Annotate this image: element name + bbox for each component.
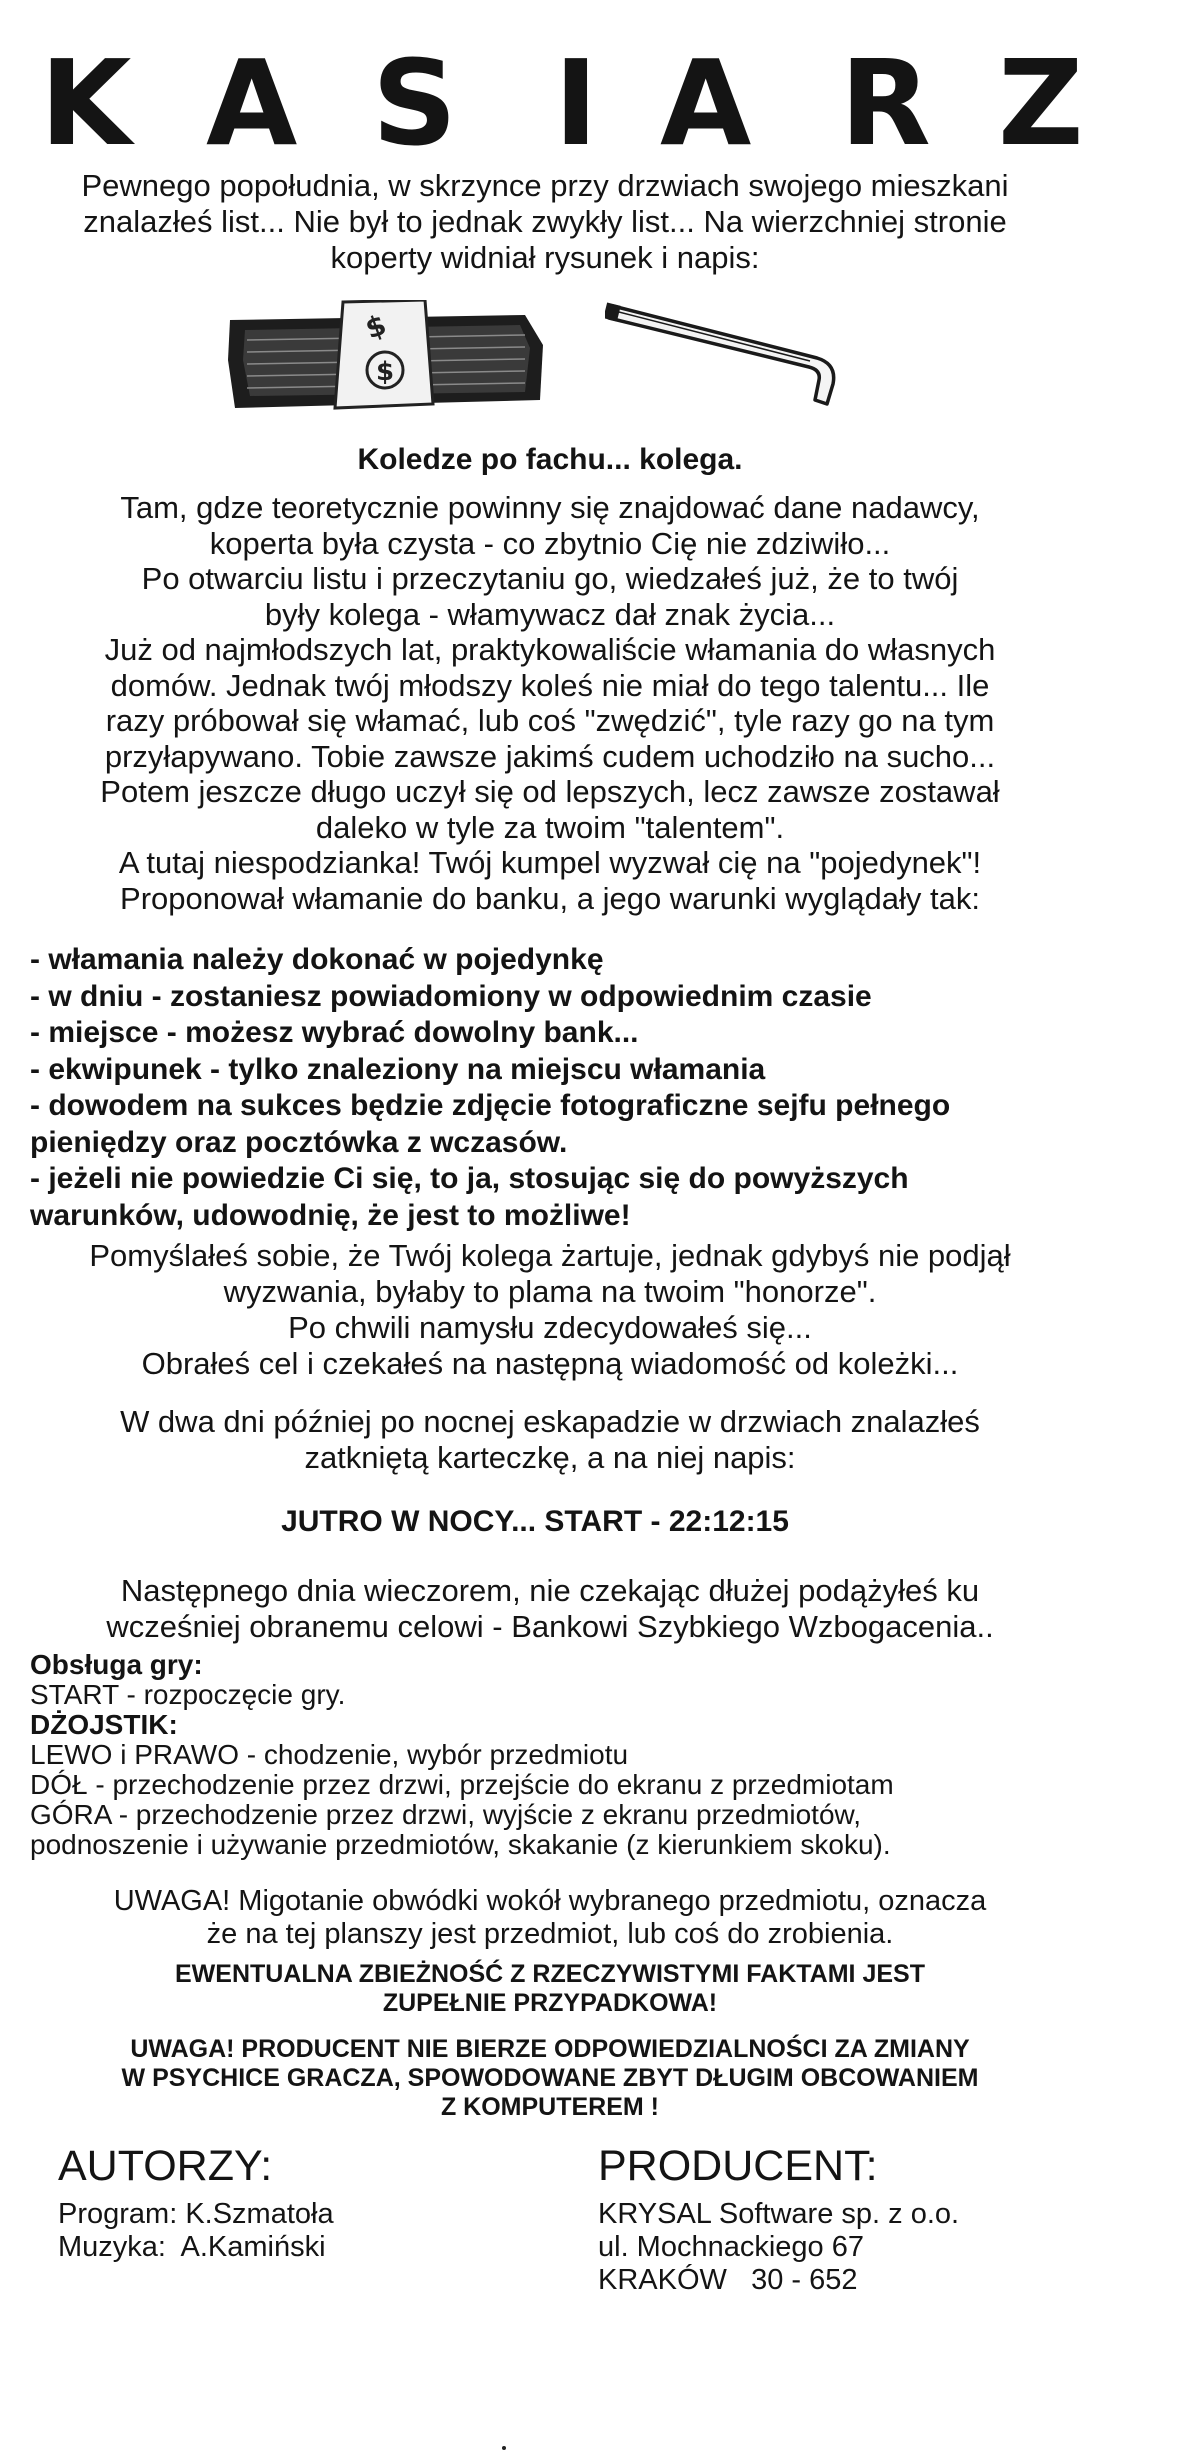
text-line: Pewnego popołudnia, w skrzynce przy drzwiach swojego mieszkani — [81, 168, 1009, 203]
condition-item: - włamania należy dokonać w pojedynkę — [30, 943, 604, 976]
condition-item: - ekwipunek - tylko znaleziony na miejscu włamania — [30, 1052, 766, 1086]
producer-line: KRAKÓW 30 - 652 — [598, 2264, 858, 2296]
text-line: razy próbował się włamać, lub coś "zwędzić", tyle razy go na tym — [105, 703, 995, 738]
controls-heading: Obsługa gry: — [30, 1649, 203, 1680]
decision-paragraph — [20, 1238, 1080, 1476]
text-line: EWENTUALNA ZBIEŻNOŚĆ Z RZECZYWISTYMI FAKTAMI JEST — [175, 1960, 925, 1988]
title-letter: I — [554, 34, 598, 172]
text-line: były kolega - włamywacz dał znak życia... — [264, 596, 836, 632]
duel-conditions-list — [30, 942, 1180, 1234]
authors-heading: AUTORZY: — [58, 2142, 273, 2190]
text-line: wyzwania, byłaby to plama na twoim "honorze". — [223, 1274, 877, 1309]
text-line: UWAGA! PRODUCENT NIE BIERZE ODPOWIEDZIALNOŚCI ZA ZMIANY — [130, 2035, 970, 2063]
text-line: START - rozpoczęcie gry. — [30, 1679, 346, 1710]
condition-item: pieniędzy oraz pocztówka z wczasów. — [30, 1125, 568, 1159]
title-letter: R — [840, 34, 931, 172]
title-letter: A — [206, 34, 298, 172]
text-line: W PSYCHICE GRACZA, SPOWODOWANE ZBYT DŁUGIM OBCOWANIEM — [121, 2064, 979, 2092]
title-letter: A — [660, 34, 752, 172]
text-line: daleko w tyle za twoim "talentem". — [315, 809, 785, 845]
text-line: podnoszenie i używanie przedmiotów, skakanie (z kierunkiem skoku). — [30, 1829, 891, 1860]
svg-text:$: $ — [361, 307, 391, 346]
warning-paragraph — [20, 1885, 1080, 1951]
author-line: Muzyka: A.Kamiński — [58, 2231, 326, 2263]
text-line: Po otwarciu listu i przeczytaniu go, wiedzałeś już, że to twój — [141, 561, 959, 596]
text-line: Pomyślałeś sobie, że Twój kolega żartuje, jednak gdybyś nie podjął — [89, 1238, 1011, 1273]
text-line: UWAGA! Migotanie obwódki wokół wybranego przedmiotu, oznacza — [113, 1885, 987, 1917]
text-line: Tam, gdze teoretycznie powinny się znajdować dane nadawcy, — [120, 490, 980, 525]
joystick-heading: DŻOJSTIK: — [30, 1709, 178, 1740]
text-line: przyłapywano. Tobie zawsze jakimś cudem uchodziło na sucho... — [104, 738, 996, 774]
start-message: JUTRO W NOCY... START - 22:12:15 — [281, 1505, 789, 1538]
text-line: znalazłeś list... Nie był to jednak zwykły list... Na wierzchniej stronie — [83, 204, 1007, 239]
letter-paragraph — [20, 490, 1080, 916]
svg-text:$: $ — [375, 357, 395, 387]
text-line: Proponował włamanie do banku, a jego warunki wyglądały tak: — [120, 880, 980, 916]
producer-line: ul. Mochnackiego 67 — [598, 2231, 864, 2263]
text-line: koperty widniał rysunek i napis: — [330, 240, 760, 275]
scan-speck — [502, 2446, 506, 2450]
text-line: zatkniętą karteczkę, a na niej napis: — [304, 1440, 796, 1475]
condition-item: - dowodem na sukces będzie zdjęcie fotograficzne sejfu pełnego — [30, 1089, 951, 1122]
condition-item: - w dniu - zostaniesz powiadomiony w odpowiednim czasie — [30, 979, 872, 1013]
condition-item: - miejsce - możesz wybrać dowolny bank... — [30, 1016, 639, 1049]
title-letter: S — [372, 34, 457, 172]
text-line: Już od najmłodszych lat, praktykowaliście włamania do własnych — [104, 632, 996, 667]
author-line: Program: K.Szmatoła — [58, 2198, 334, 2230]
condition-item: - jeżeli nie powiedzie Ci się, to ja, stosując się do powyższych — [30, 1162, 909, 1195]
text-line: wcześniej obranemu celowi - Bankowi Szybkiego Wzbogacenia.. — [106, 1609, 994, 1644]
text-line: W dwa dni później po nocnej eskapadzie w drzwiach znalazłeś — [120, 1404, 980, 1439]
text-line: domów. Jednak twój młodszy koleś nie miał do tego talentu... Ile — [110, 667, 990, 703]
title-letter: K — [40, 34, 132, 172]
text-line: Obrałeś cel i czekałeś na następną wiadomość od koleżki... — [141, 1346, 959, 1381]
money-bundle-icon — [225, 300, 545, 410]
text-line: A tutaj niespodzianka! Twój kumpel wyzwał cię na "pojedynek"! — [118, 845, 982, 880]
coincidence-disclaimer — [20, 1960, 1080, 2018]
liability-disclaimer — [20, 2035, 1080, 2122]
envelope-note: Koledze po fachu... kolega. — [357, 443, 743, 476]
text-line: że na tej planszy jest przedmiot, lub coś do zrobienia. — [206, 1918, 894, 1950]
text-line: Z KOMPUTEREM ! — [440, 2093, 660, 2121]
text-line: GÓRA - przechodzenie przez drzwi, wyjście z ekranu przedmiotów, — [30, 1799, 861, 1830]
text-line: LEWO i PRAWO - chodzenie, wybór przedmiotu — [30, 1739, 629, 1770]
producer-heading: PRODUCENT: — [598, 2142, 878, 2190]
authors-list — [58, 2198, 334, 2264]
controls-section — [30, 1650, 1180, 1860]
intro-paragraph — [20, 168, 1070, 276]
producer-line: KRYSAL Software sp. z o.o. — [598, 2198, 960, 2230]
text-line: koperta była czysta - co zbytnio Cię nie zdziwiło... — [209, 525, 891, 561]
crowbar-icon — [605, 300, 845, 410]
next-day-paragraph — [20, 1573, 1080, 1645]
producer-address — [598, 2198, 959, 2297]
text-line: Następnego dnia wieczorem, nie czekając dłużej podążyłeś ku — [120, 1573, 980, 1608]
text-line: Po chwili namysłu zdecydowałeś się... — [288, 1310, 812, 1345]
text-line: ZUPEŁNIE PRZYPADKOWA! — [382, 1989, 718, 2017]
text-line: DÓŁ - przechodzenie przez drzwi, przejście do ekranu z przedmiotam — [30, 1769, 894, 1800]
title-letter: Z — [998, 34, 1084, 172]
text-line: Potem jeszcze długo uczył się od lepszych, lecz zawsze zostawał — [100, 774, 1000, 809]
condition-item: warunków, udowodnię, że jest to możliwe! — [30, 1198, 631, 1232]
